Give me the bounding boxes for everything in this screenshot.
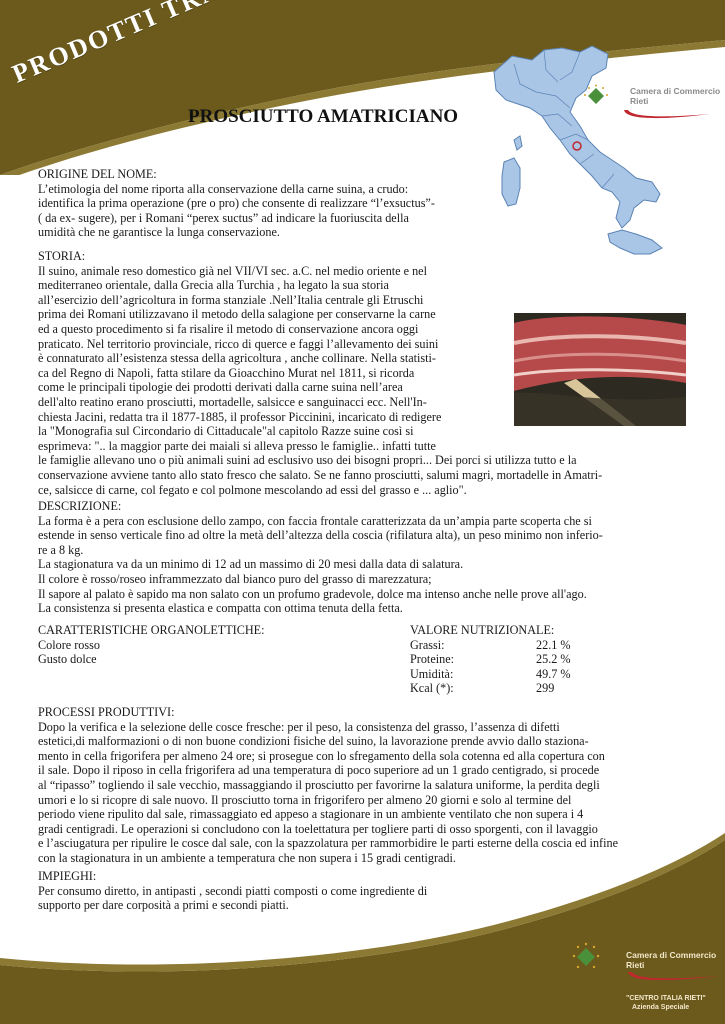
page-title: PROSCIUTTO AMATRICIANO <box>188 106 459 127</box>
text-line: come le principali tipologie dei prodotti derivati dalla carne suina nell’area <box>38 380 403 395</box>
text-line: Dopo la verifica e la selezione delle cosce fresche: per il peso, la consistenza del grasso, l’assenza di difetti <box>38 719 560 734</box>
text-line: prima dei Romani utilizzavano il metodo della salagione per conservarne la carne <box>38 307 436 322</box>
section-heading-descrizione: DESCRIZIONE: <box>38 499 122 513</box>
logo-swoosh <box>626 970 722 984</box>
text-line: esprimeva: ".. la maggior parte dei maiali si alleva presso le famiglie.. infatti tutte <box>38 438 436 453</box>
nutrition-label: Proteine: <box>410 652 455 667</box>
section-descrizione <box>38 499 688 616</box>
text-line: Il suino, animale reso domestico già nel VII/VI sec. a.C. nel medio oriente e nel <box>38 263 427 278</box>
logo-line2: Rieti <box>630 96 649 106</box>
prosciutto-photo <box>514 313 686 426</box>
text-line: il sale. Dopo il riposo in cella frigorifera ad una temperatura di poco superiore ad un 1 grado centigrado, si procede <box>38 763 600 778</box>
nutrition-label: Grassi: <box>410 637 445 652</box>
text-line: umidità che ne garantisce la lunga conservazione. <box>38 225 280 240</box>
text-line: Il colore è rosso/roseo inframmezzato dal bianco puro del grasso di marezzatura; <box>38 571 432 586</box>
text-line: chiesta Jacini, redatta tra il 1877-1885, il professor Piccinini, incaricato di redigere <box>38 409 442 424</box>
text-line: umori e lo si ricopre di sale nuovo. Il prosciutto torna in frigorifero per almeno 20 giorni e solo al termine del <box>38 792 572 807</box>
text-line: L’etimologia del nome riporta alla conservazione della carne suina, a crudo: <box>38 181 409 196</box>
logo-line2: Rieti <box>626 960 645 970</box>
text-line: gradi centigradi. Le operazioni si concludono con la toelettatura per togliere parti di osso sporgenti, con il lavaggio <box>38 821 598 836</box>
text-line: identifica la prima operazione (pre o pro) che consente di realizzare “l’exsuctus”- <box>38 196 435 211</box>
list-item: Gusto dolce <box>38 652 97 667</box>
text-line: la "Monografia sul Circondario di Cittaducale"al capitolo Razze suine così si <box>38 424 414 439</box>
section-heading-organolettiche: CARATTERISTICHE ORGANOLETTICHE: <box>38 623 265 637</box>
text-line: ( da ex- sugere), per i Romani “perex suctus” ad indicare la fuoriuscita della <box>38 210 409 225</box>
text-line: estetici,di malformazioni o di non buone condizioni fisiche del suino, la lavorazione prende avvio dallo staziona- <box>38 734 589 749</box>
text-line: mento in cella frigorifera per almeno 24 ore; si prosegue con lo sfregamento della sola cotenna ed alla copertura con <box>38 748 605 763</box>
text-line: La forma è a pera con esclusione dello zampo, con faccia frontale caratterizzata da un’ampia parte scoperta che si <box>38 513 592 528</box>
nutrition-row <box>410 667 571 682</box>
logo-line4: Azienda Speciale <box>632 1004 690 1011</box>
nutrition-value: 49.7 % <box>536 666 571 681</box>
text-line: Il sapore al palato è sapido ma non salato con un profumo gradevole, dolce ma intenso anche nelle prove all'ago. <box>38 586 587 601</box>
italy-map <box>484 42 674 270</box>
text-line: ca del Regno di Napoli, fatta stilare da Gioacchino Murat nel 1811, si ricorda <box>38 365 415 380</box>
nutrition-label: Kcal (*): <box>410 681 454 696</box>
text-line: all’esercizio dell’agricoltura in forma stanziale .Nell’Italia centrale gli Etruschi <box>38 292 424 307</box>
text-line: è connaturato all’esistenza stessa della agricoltura , anche collinare. Nella statisti- <box>38 351 436 366</box>
text-line: ed a questo procedimento si fa risalire il metodo di conservazione ancora oggi <box>38 321 419 336</box>
section-heading-storia: STORIA: <box>38 249 86 263</box>
text-line: La stagionatura va da un minimo di 12 ad un massimo di 20 mesi dalla data di salatura. <box>38 557 464 572</box>
logo-emblem-icon <box>572 942 600 972</box>
text-line: La consistenza si presenta elastica e compatta con ottima tenuta della fetta. <box>38 601 403 616</box>
text-line: estende in senso verticale fino ad oltre la metà dell’altezza della coscia (rifilatura alta), un peso minimo non inferio- <box>38 528 603 543</box>
nutrition-row <box>410 681 571 696</box>
section-heading-origine: ORIGINE DEL NOME: <box>38 167 157 181</box>
section-organolettiche <box>38 623 264 667</box>
text-line: periodo viene ripulito dal sale, rimassaggiato ed appeso a stagionare in un ambiente ventilato che non supera i 4 <box>38 807 584 822</box>
text-line: re a 8 kg. <box>38 542 84 557</box>
section-heading-nutrizionale: VALORE NUTRIZIONALE: <box>410 623 555 637</box>
logo-line3: "CENTRO ITALIA RIETI" <box>626 995 706 1002</box>
text-line: le famiglie allevano uno o più animali suini ad esclusivo uso dei bisogni propri... Dei porci si utilizza tutto e la <box>38 453 577 468</box>
section-heading-processi: PROCESSI PRODUTTIVI: <box>38 705 175 719</box>
text-line: ce, salsicce di carne, col fegato e col polmone mescolando ad essi del grasso e ... aglio". <box>38 482 467 497</box>
nutrition-row <box>410 652 571 667</box>
nutrition-value: 25.2 % <box>536 652 571 667</box>
list-item: Colore rosso <box>38 637 100 652</box>
nutrition-value: 299 <box>536 681 555 696</box>
section-origine <box>38 167 488 240</box>
text-line: mediterraneo orientale, dalla Grecia alla Turchia , ha legato la sua storia <box>38 278 389 293</box>
text-line: e l’asciugatura per ripulire le cosce dal sale, con la spazzolatura per rammorbidire le parti esterne della coscia ed infine <box>38 836 618 851</box>
logo-line1: Camera di Commercio <box>626 950 717 960</box>
section-storia <box>38 249 603 497</box>
section-nutrizionale <box>410 623 571 696</box>
text-line: al “ripasso” togliendo il sale vecchio, massaggiando il prosciutto per favorirne la salatura uniforme, la perdita degli <box>38 777 600 792</box>
text-line: Per consumo diretto, in antipasti , secondi piatti composti o come ingrediente di <box>38 883 428 898</box>
nutrition-label: Umidità: <box>410 666 454 681</box>
logo-emblem-icon <box>584 84 608 110</box>
text-line: supporto per dare corposità a primi e secondi piatti. <box>38 898 289 913</box>
section-heading-impieghi: IMPIEGHI: <box>38 869 97 883</box>
logo-swoosh <box>622 108 712 122</box>
text-line: con la stagionatura in un ambiente a temperatura che non supera i 15 gradi centigradi. <box>38 850 456 865</box>
text-line: dell'alto reatino erano prosciutti, mortadelle, salsicce e sanguinacci ecc. Nell'In- <box>38 394 427 409</box>
nutrition-value: 22.1 % <box>536 637 571 652</box>
text-line: conservazione avviene tanto allo stato fresco che salato. Se ne fanno prosciutti, salumi magri, mortadelle in Amatri- <box>38 467 603 482</box>
bottom-decorative-band <box>0 830 725 1024</box>
logo-line1: Camera di Commercio <box>630 86 721 96</box>
camera-commercio-logo-top <box>630 86 725 106</box>
nutrition-row <box>410 638 571 653</box>
text-line: praticato. Nel territorio provinciale, ricco di querce e faggi l’allevamento dei suini <box>38 336 439 351</box>
